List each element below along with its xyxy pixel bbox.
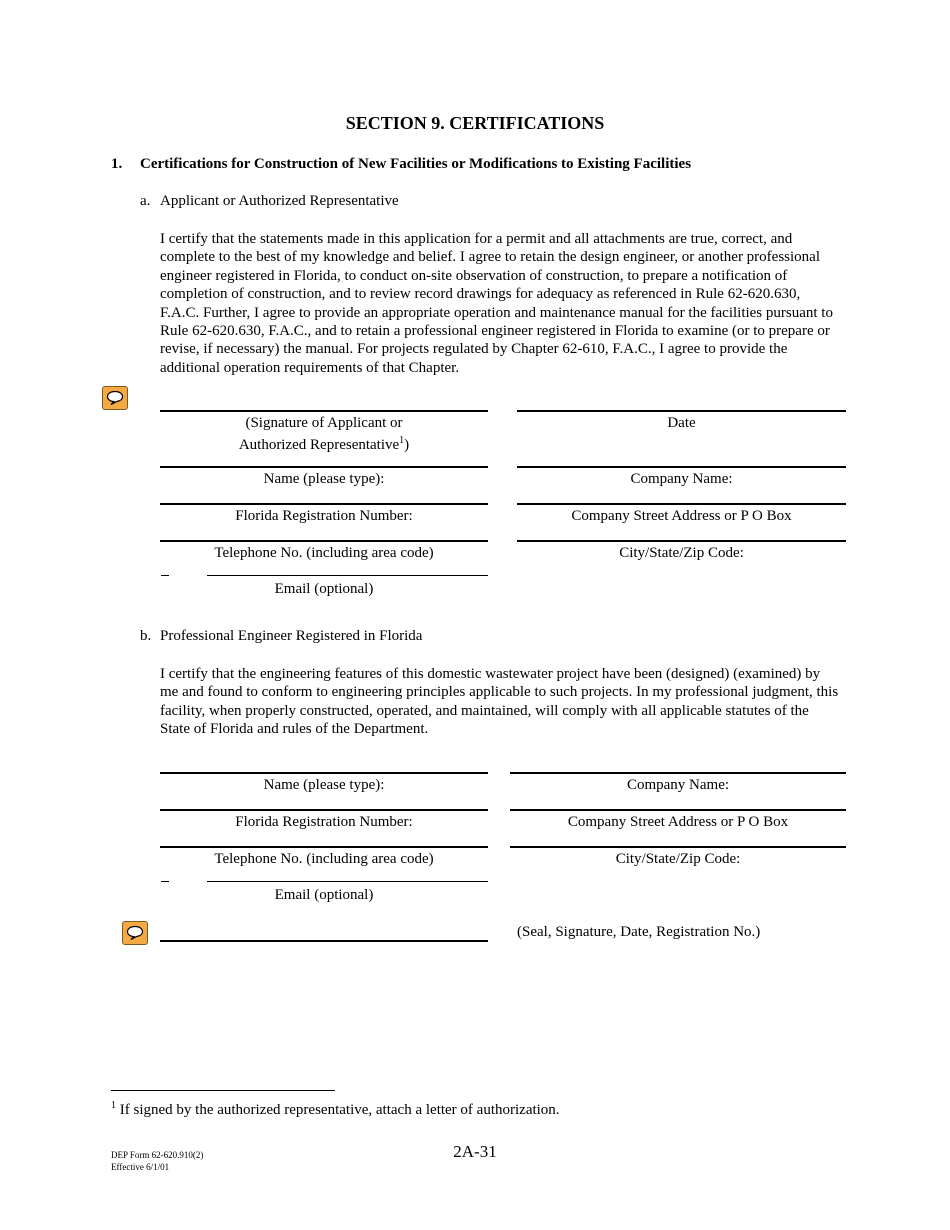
effective-date: Effective 6/1/01 bbox=[111, 1162, 170, 1172]
footnote-text: If signed by the authorized representative, attach a letter of authorization. bbox=[119, 1102, 560, 1118]
name-line[interactable] bbox=[160, 466, 488, 468]
subsection-b-letter: b. bbox=[140, 628, 152, 644]
signature-label-close: ) bbox=[404, 437, 410, 453]
subsection-a-paragraph: I certify that the statements made in this application for a permit and all attachments are true, correct, and complete to the best of my knowledge and belief. I agree to retain the design engineer, or another professional engineer registered in Florida, to conduct on-site observation of construction, to prepare a notification of completion of construction, and to review record drawings for adequacy as referenced in Rule 62-620.630, F.A.C. Further, I agree to provide an appropriate operation and maintenance manual for the facilities pursuant to Rule 62-620.630, F.A.C., and to retain a professional engineer registered in Florida to examine (or to prepare or revise, if necessary) the manual. For projects regulated by Chapter 62-610, F.A.C., I agree to provide the additional operation requirements of that Chapter. bbox=[160, 231, 833, 376]
subsection-b-heading: Professional Engineer Registered in Florida bbox=[160, 628, 423, 644]
signature-label bbox=[160, 414, 488, 454]
page-number: 2A-31 bbox=[453, 1142, 497, 1161]
company-line[interactable] bbox=[517, 466, 846, 468]
comment-icon[interactable] bbox=[102, 386, 128, 410]
signature-label-line1: (Signature of Applicant or bbox=[245, 415, 403, 431]
date-line[interactable] bbox=[517, 410, 846, 412]
seal-signature-line[interactable] bbox=[160, 940, 488, 942]
address-label: Company Street Address or P O Box bbox=[571, 508, 792, 524]
footnote bbox=[111, 1100, 560, 1119]
date-label: Date bbox=[667, 415, 696, 431]
subsection-b-paragraph: I certify that the engineering features of this domestic wastewater project have been (designed) (examined) by me and found to conform to engineering principles applicable to such projects. In my professional judgment, this facility, when properly constructed, operated, and maintained, will comply with all applicable statutes of the State of Florida and rules of the Department. bbox=[160, 666, 839, 738]
footnote-rule bbox=[111, 1090, 335, 1091]
footnote-ref: 1 bbox=[399, 435, 405, 446]
subsection-a-letter: a. bbox=[140, 193, 151, 209]
pe-address-line[interactable] bbox=[510, 809, 846, 811]
phone-label: Telephone No. (including area code) bbox=[214, 545, 434, 561]
pe-company-line[interactable] bbox=[510, 772, 846, 774]
section-number: 1. bbox=[111, 156, 123, 172]
comment-icon[interactable] bbox=[122, 921, 148, 945]
signature-line[interactable] bbox=[160, 410, 488, 412]
registration-label: Florida Registration Number: bbox=[235, 508, 413, 524]
pe-registration-line[interactable] bbox=[160, 809, 488, 811]
form-number: DEP Form 62-620.910(2) bbox=[111, 1150, 204, 1160]
pe-city-label: City/State/Zip Code: bbox=[615, 851, 741, 867]
dash-mark bbox=[161, 881, 169, 882]
pe-phone-label: Telephone No. (including area code) bbox=[214, 851, 434, 867]
address-line[interactable] bbox=[517, 503, 846, 505]
section-heading: Certifications for Construction of New Facilities or Modifications to Existing Facilities bbox=[140, 156, 692, 172]
pe-email-line[interactable] bbox=[207, 881, 488, 882]
pe-city-line[interactable] bbox=[510, 846, 846, 848]
signature-label-text: Authorized Representative bbox=[238, 437, 400, 453]
registration-line[interactable] bbox=[160, 503, 488, 505]
pe-name-line[interactable] bbox=[160, 772, 488, 774]
company-label: Company Name: bbox=[630, 471, 733, 487]
pe-registration-label: Florida Registration Number: bbox=[235, 814, 413, 830]
city-line[interactable] bbox=[517, 540, 846, 542]
pe-phone-line[interactable] bbox=[160, 846, 488, 848]
email-line[interactable] bbox=[207, 575, 488, 576]
signature-label-line2 bbox=[160, 432, 488, 454]
seal-label: (Seal, Signature, Date, Registration No.) bbox=[517, 924, 761, 940]
pe-address-label: Company Street Address or P O Box bbox=[567, 814, 789, 830]
dash-mark bbox=[161, 575, 169, 576]
phone-line[interactable] bbox=[160, 540, 488, 542]
city-label: City/State/Zip Code: bbox=[619, 545, 744, 561]
pe-email-label: Email (optional) bbox=[274, 887, 374, 903]
name-label: Name (please type): bbox=[263, 471, 385, 487]
subsection-a-heading: Applicant or Authorized Representative bbox=[160, 193, 399, 209]
page-title: SECTION 9. CERTIFICATIONS bbox=[345, 113, 605, 133]
email-label: Email (optional) bbox=[274, 581, 374, 597]
footnote-marker: 1 bbox=[111, 1100, 116, 1111]
pe-name-label: Name (please type): bbox=[263, 777, 385, 793]
pe-company-label: Company Name: bbox=[626, 777, 730, 793]
